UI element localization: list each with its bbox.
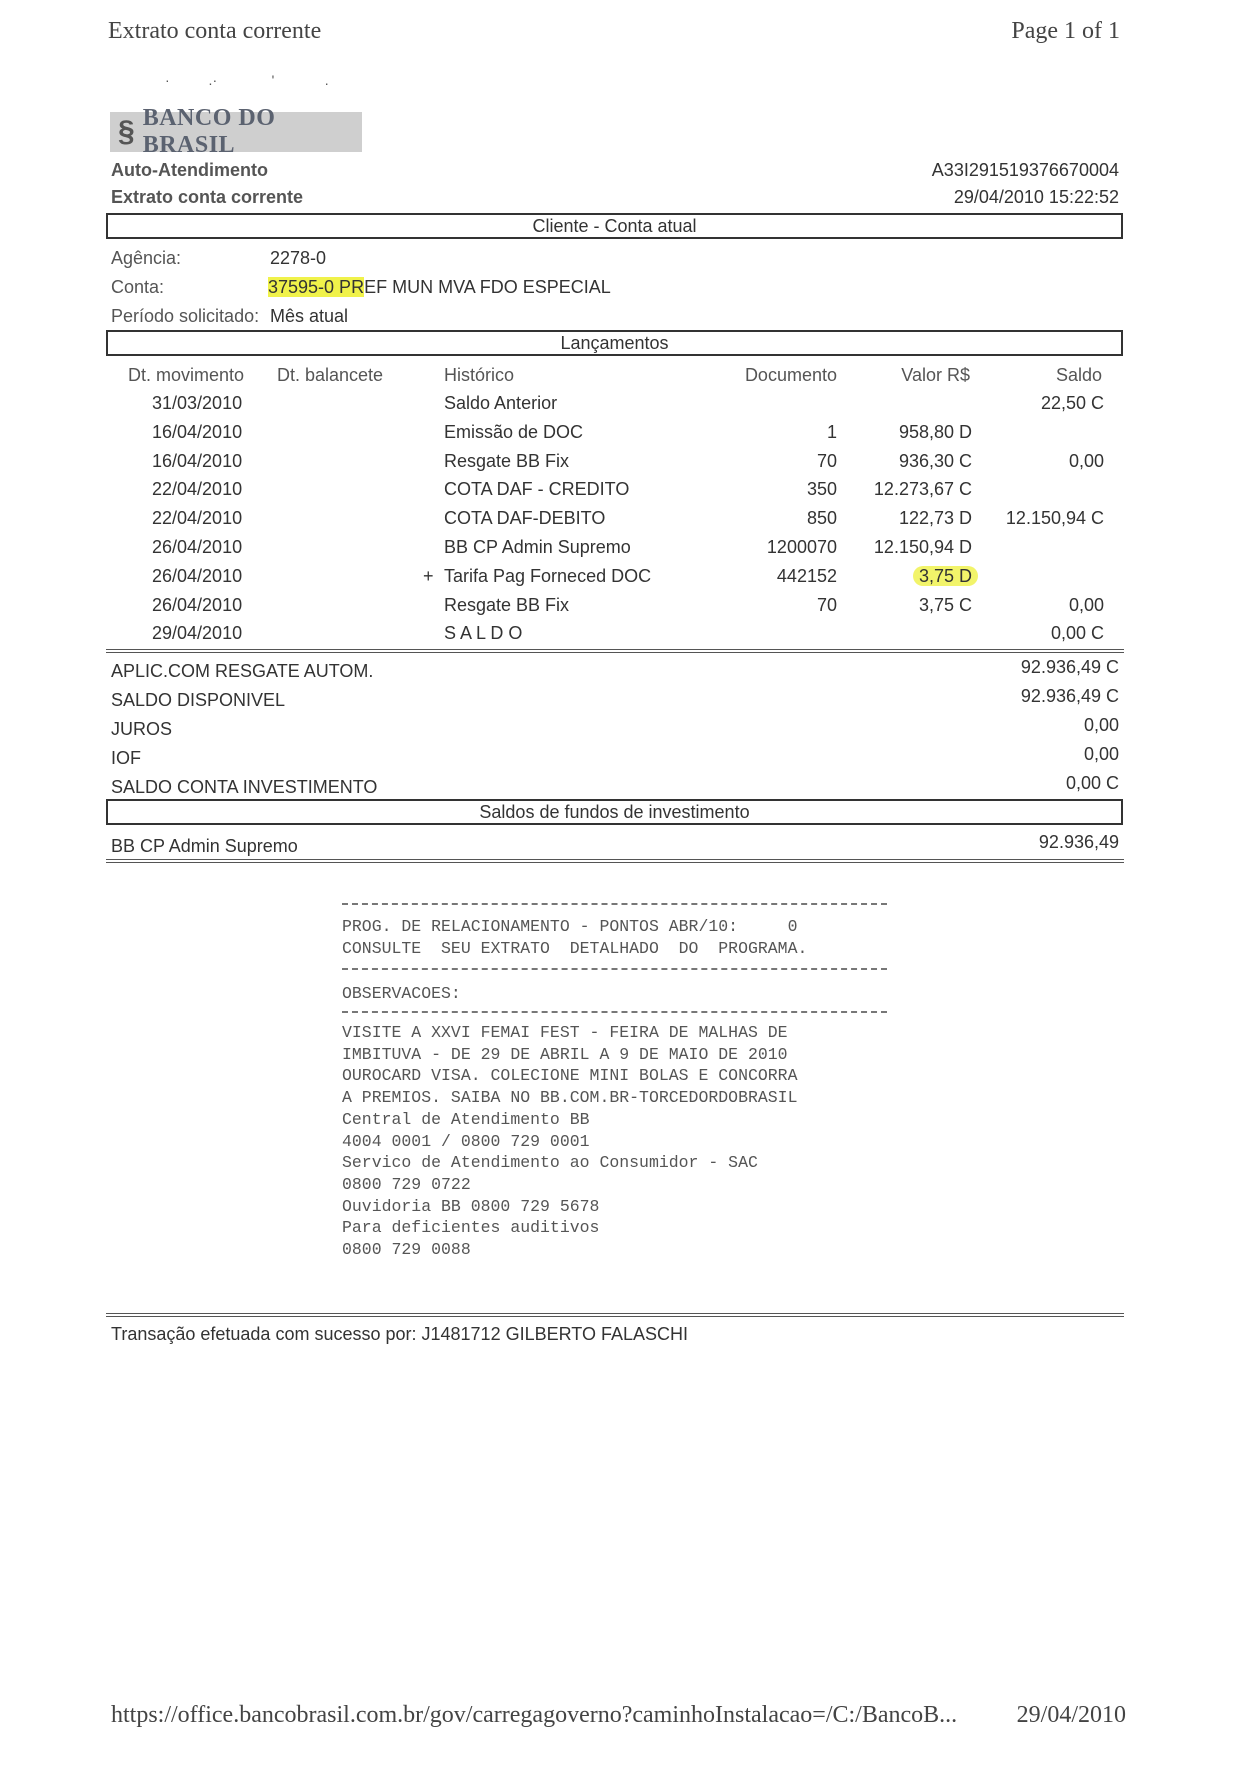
funds-section-header: Saldos de fundos de investimento bbox=[106, 799, 1123, 825]
summary-value: 0,00 C bbox=[1065, 773, 1119, 793]
observacao-line: 0800 729 0722 bbox=[342, 1174, 471, 1194]
row-valor: 122,73 D bbox=[898, 508, 972, 529]
transactions-divider bbox=[106, 649, 1124, 653]
row-date: 16/04/2010 bbox=[152, 421, 243, 442]
observacao-line: A PREMIOS. SAIBA NO BB.COM.BR-TORCEDORDOBRASIL bbox=[342, 1088, 798, 1108]
fund-value: 92.936,49 bbox=[1038, 832, 1119, 852]
print-header-page: Page 1 of 1 bbox=[1011, 18, 1120, 44]
summary-label: IOF bbox=[111, 748, 141, 768]
summary-value: 92.936,49 C bbox=[1020, 686, 1119, 706]
row-date: 31/03/2010 bbox=[152, 393, 243, 413]
row-documento: 442152 bbox=[776, 565, 837, 586]
row-historico: Tarifa Pag Forneced DOC bbox=[444, 565, 652, 586]
periodo-value: Mês atual bbox=[270, 306, 349, 326]
column-dt-movimento: Dt. movimento bbox=[128, 365, 245, 385]
row-saldo: 0,00 bbox=[1068, 594, 1104, 615]
authentication-code: A33I291519376670004 bbox=[931, 160, 1119, 180]
row-documento: 1 bbox=[826, 421, 837, 442]
observacao-line: OUROCARD VISA. COLECIONE MINI BOLAS E CONCORRA bbox=[342, 1066, 798, 1086]
column-saldo: Saldo bbox=[1055, 365, 1102, 385]
program-line-1: PROG. DE RELACIONAMENTO - PONTOS ABR/10: 0 bbox=[342, 917, 798, 936]
observacao-line: Ouvidoria BB 0800 729 5678 bbox=[342, 1196, 600, 1216]
fund-name: BB CP Admin Supremo bbox=[111, 836, 298, 856]
observacao-line: IMBITUVA - DE 29 DE ABRIL A 9 DE MAIO DE 2010 bbox=[342, 1044, 788, 1064]
row-valor: 936,30 C bbox=[898, 450, 972, 471]
observacoes-title: OBSERVACOES: bbox=[342, 984, 461, 1003]
row-date: 29/04/2010 bbox=[152, 623, 243, 644]
row-date: 16/04/2010 bbox=[152, 450, 243, 471]
row-valor: 3,75 C bbox=[918, 594, 972, 615]
print-footer-url: https://office.bancobrasil.com.br/gov/carregagoverno?caminhoInstalacao=/C:/BancoB... bbox=[111, 1702, 958, 1728]
summary-label: SALDO CONTA INVESTIMENTO bbox=[111, 777, 378, 797]
conta-label: Conta: bbox=[111, 277, 165, 297]
summary-value: 0,00 bbox=[1083, 744, 1119, 764]
row-valor bbox=[913, 566, 978, 587]
highlighted-fee-value: 3,75 D bbox=[913, 566, 978, 586]
program-line-2: CONSULTE SEU EXTRATO DETALHADO DO PROGRAMA. bbox=[342, 939, 808, 958]
row-date: 26/04/2010 bbox=[152, 537, 243, 557]
row-valor: 958,80 D bbox=[898, 421, 972, 442]
row-saldo: 12.150,94 C bbox=[1005, 508, 1104, 529]
funds-divider bbox=[106, 859, 1124, 863]
column-historico: Histórico bbox=[444, 365, 515, 385]
row-documento: 70 bbox=[816, 594, 837, 615]
system-name: Auto-Atendimento bbox=[111, 160, 268, 180]
bank-logo-icon: § bbox=[118, 115, 135, 148]
row-historico: Saldo Anterior bbox=[444, 393, 558, 413]
row-date: 26/04/2010 bbox=[152, 594, 243, 615]
conta-number-highlighted: 37595-0 PR bbox=[268, 277, 365, 297]
row-date: 22/04/2010 bbox=[152, 508, 243, 529]
row-historico: COTA DAF - CREDITO bbox=[444, 479, 630, 500]
issue-datetime: 29/04/2010 15:22:52 bbox=[953, 187, 1119, 207]
conta-holder-name: EF MUN MVA FDO ESPECIAL bbox=[364, 277, 611, 297]
bank-logo-text: BANCO DO BRASIL bbox=[142, 105, 276, 158]
periodo-label: Período solicitado: bbox=[111, 306, 260, 326]
transaction-confirmation: Transação efetuada com sucesso por: J1481712 GILBERTO FALASCHI bbox=[111, 1324, 688, 1344]
bank-logo bbox=[110, 105, 362, 158]
agencia-value: 2278-0 bbox=[270, 248, 327, 268]
footer-divider bbox=[106, 1313, 1124, 1317]
row-valor: 12.150,94 D bbox=[873, 537, 972, 557]
observacao-line: 0800 729 0088 bbox=[342, 1240, 471, 1259]
dashed-separator bbox=[342, 968, 887, 970]
row-saldo: 22,50 C bbox=[1040, 393, 1104, 413]
row-documento: 1200070 bbox=[766, 537, 837, 557]
summary-value: 92.936,49 C bbox=[1020, 657, 1119, 677]
row-prefix: + bbox=[423, 565, 434, 586]
row-historico: Emissão de DOC bbox=[444, 421, 584, 442]
conta-value bbox=[268, 277, 611, 298]
column-valor: Valor R$ bbox=[901, 365, 970, 385]
dashed-separator bbox=[342, 1011, 887, 1013]
row-historico: S A L D O bbox=[444, 623, 523, 644]
observacao-line: Central de Atendimento BB bbox=[342, 1109, 590, 1129]
dashed-separator bbox=[342, 903, 887, 905]
row-documento: 70 bbox=[816, 450, 837, 471]
row-historico: Resgate BB Fix bbox=[444, 450, 570, 471]
row-date: 26/04/2010 bbox=[152, 565, 243, 586]
agencia-label: Agência: bbox=[111, 248, 182, 268]
column-documento: Documento bbox=[744, 365, 837, 385]
row-valor: 12.273,67 C bbox=[873, 479, 972, 500]
scan-specks: · .· ' . bbox=[165, 72, 329, 88]
row-documento: 850 bbox=[806, 508, 837, 529]
summary-label: APLIC.COM RESGATE AUTOM. bbox=[111, 661, 374, 681]
observacao-line: VISITE A XXVI FEMAI FEST - FEIRA DE MALHAS DE bbox=[342, 1023, 788, 1042]
summary-value: 0,00 bbox=[1083, 715, 1119, 735]
print-footer-date: 29/04/2010 bbox=[1016, 1702, 1126, 1728]
row-historico: BB CP Admin Supremo bbox=[444, 537, 631, 557]
observacao-line: Servico de Atendimento ao Consumidor - SAC bbox=[342, 1153, 758, 1173]
print-header-title: Extrato conta corrente bbox=[108, 18, 322, 44]
lancamentos-section-header: Lançamentos bbox=[106, 330, 1123, 356]
row-date: 22/04/2010 bbox=[152, 479, 243, 500]
column-dt-balancete: Dt. balancete bbox=[277, 365, 384, 385]
row-historico: COTA DAF-DEBITO bbox=[444, 508, 606, 529]
summary-label: SALDO DISPONIVEL bbox=[111, 690, 286, 710]
summary-label: JUROS bbox=[111, 719, 173, 739]
client-section-header: Cliente - Conta atual bbox=[106, 213, 1123, 239]
row-historico: Resgate BB Fix bbox=[444, 594, 570, 615]
row-saldo: 0,00 bbox=[1068, 450, 1104, 471]
row-saldo: 0,00 C bbox=[1050, 623, 1104, 644]
document-title: Extrato conta corrente bbox=[111, 187, 304, 207]
observacao-line: 4004 0001 / 0800 729 0001 bbox=[342, 1131, 590, 1151]
observacao-line: Para deficientes auditivos bbox=[342, 1218, 600, 1238]
row-documento: 350 bbox=[806, 479, 837, 500]
